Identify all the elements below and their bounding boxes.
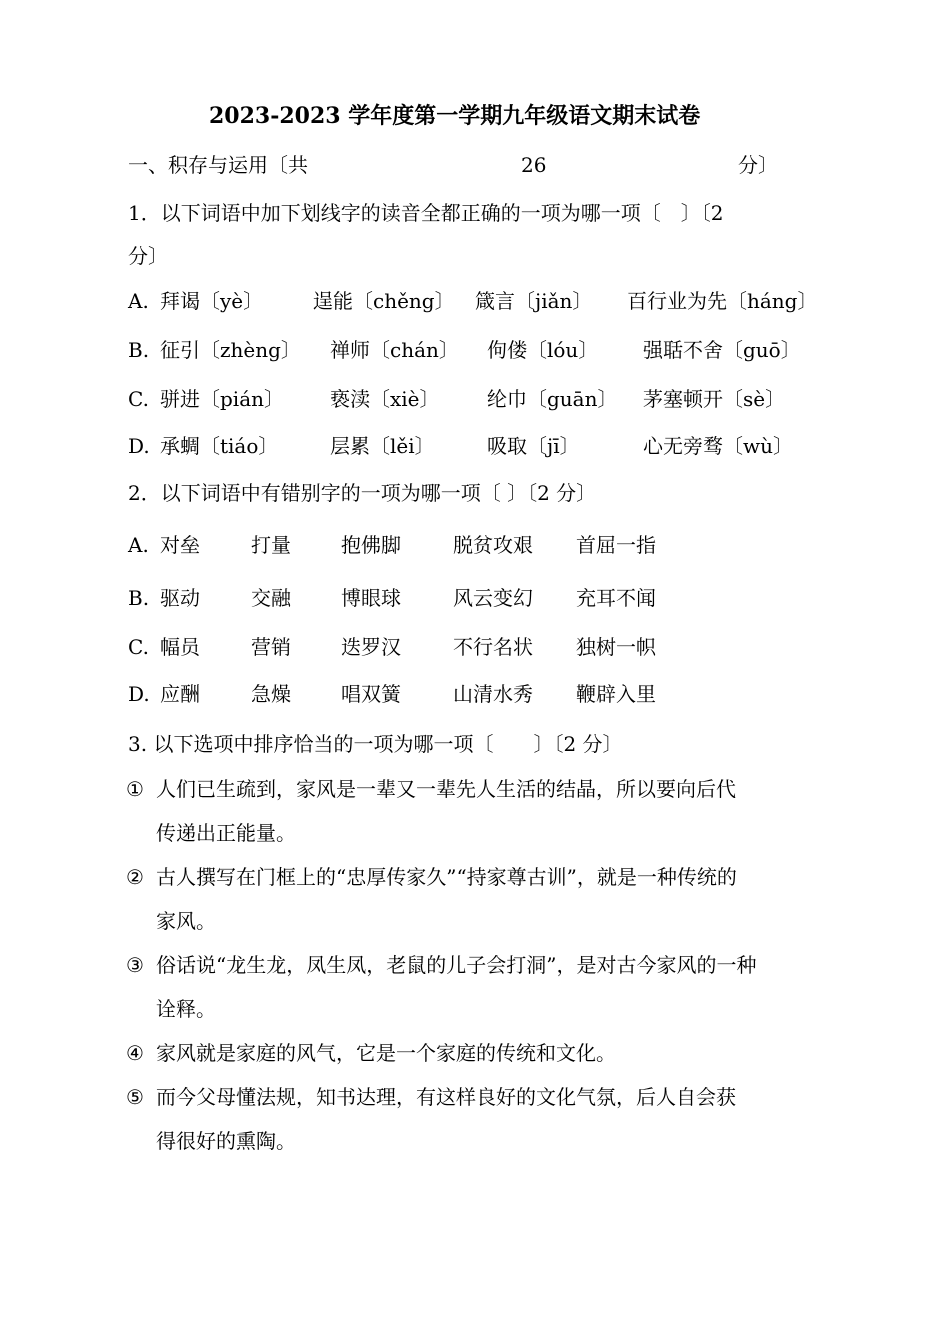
q1-option-b-item: 征引〔zhèng〕 [160,338,301,362]
q2-option-d-item: 鞭辟入里 [576,682,656,706]
q3-sentence-text-cont: 得很好的熏陶。 [156,1129,296,1153]
q2-option-d-item: 山清水秀 [453,682,533,706]
q2-option-a-letter: A. [128,533,149,557]
q2-stem: 2．以下词语中有错别字的一项为哪一项〔 〕〔2 分〕 [128,481,597,505]
q1-option-d-item: 吸取〔jī〕 [487,434,580,458]
q2-option-c-item: 营销 [251,635,291,659]
section-points-unit: 分〕 [738,153,778,177]
q1-option-d-letter: D. [128,434,150,458]
q2-option-c-item: 幅员 [160,635,200,659]
q2-option-b-item: 博眼球 [341,586,401,610]
q1-option-a-item: 箴言〔jiǎn〕 [475,289,593,313]
q2-option-d-item: 急燥 [251,682,291,706]
q3-sentence-text: 俗话说“龙生龙，凤生凤，老鼠的儿子会打洞”，是对古今家风的一种 [156,953,757,977]
q1-option-a-item: 逞能〔chěng〕 [313,289,455,313]
q1-option-c-item: 亵渎〔xiè〕 [330,387,440,411]
q2-option-b-item: 驱动 [160,586,200,610]
q1-option-a-item: 拜谒〔yè〕 [160,289,264,313]
q2-option-b-item: 交融 [251,586,291,610]
q2-option-c-letter: C. [128,635,149,659]
q1-option-a-letter: A. [128,289,149,313]
q3-sentence-number: ⑤ [126,1085,144,1109]
q2-option-d-letter: D. [128,682,150,706]
q1-option-b-letter: B. [128,338,150,362]
q1-stem-cont: 分〕 [128,244,168,268]
q1-option-b-item: 佝偻〔lóu〕 [487,338,599,362]
q1-option-b-item: 禅师〔chán〕 [330,338,459,362]
q3-sentence-number: ② [126,865,144,889]
q1-option-c-item: 纶巾〔guān〕 [487,387,618,411]
q1-option-b-item: 强聒不舍〔guō〕 [643,338,801,362]
q2-option-b-item: 充耳不闻 [576,586,656,610]
page-title: 2023-2023 学年度第一学期九年级语文期末试卷 [209,103,701,129]
q1-option-c-item: 茅塞顿开〔sè〕 [643,387,786,411]
q1-option-d-item: 层累〔lěi〕 [330,434,435,458]
q3-sentence-text-cont: 家风。 [156,909,216,933]
q2-option-b-item: 风云变幻 [453,586,533,610]
q3-sentence-text-cont: 诠释。 [156,997,216,1021]
q1-option-d-item: 承蜩〔tiáo〕 [160,434,279,458]
q1-option-c-letter: C. [128,387,149,411]
q1-option-d-item: 心无旁骛〔wù〕 [643,434,793,458]
q2-option-c-item: 不行名状 [453,635,533,659]
q2-option-a-item: 脱贫攻艰 [453,533,533,557]
q3-sentence-text-cont: 传递出正能量。 [156,821,296,845]
q1-option-c-item: 骈进〔pián〕 [160,387,285,411]
q3-sentence-text: 家风就是家庭的风气，它是一个家庭的传统和文化。 [156,1041,616,1065]
q2-option-b-letter: B. [128,586,150,610]
q2-option-d-item: 唱双簧 [341,682,401,706]
q3-sentence-text: 人们已生疏到，家风是一辈又一辈先人生活的结晶，所以要向后代 [156,777,736,801]
q2-option-a-item: 抱佛脚 [341,533,401,557]
q2-option-c-item: 迭罗汉 [341,635,401,659]
q2-option-a-item: 对垒 [160,533,200,557]
q3-sentence-text: 古人撰写在门框上的“忠厚传家久”“持家尊古训”，就是一种传统的 [156,865,737,889]
q2-option-c-item: 独树一帜 [576,635,656,659]
section-points: 26 [521,153,547,177]
q3-sentence-number: ④ [126,1041,144,1065]
q3-sentence-text: 而今父母懂法规，知书达理，有这样良好的文化气氛，后人自会获 [156,1085,736,1109]
q1-stem: 1．以下词语中加下划线字的读音全都正确的一项为哪一项〔 〕〔2 [128,201,724,225]
q3-sentence-number: ① [126,777,144,801]
q2-option-d-item: 应酬 [160,682,200,706]
q3-sentence-number: ③ [126,953,144,977]
q3-stem: 3. 以下选项中排序恰当的一项为哪一项〔 〕〔2 分〕 [128,732,623,756]
q2-option-a-item: 首屈一指 [576,533,656,557]
q1-option-a-item: 百行业为先〔háng〕 [627,289,818,313]
section-heading: 一、积存与运用〔共 [128,153,308,177]
q2-option-a-item: 打量 [251,533,291,557]
